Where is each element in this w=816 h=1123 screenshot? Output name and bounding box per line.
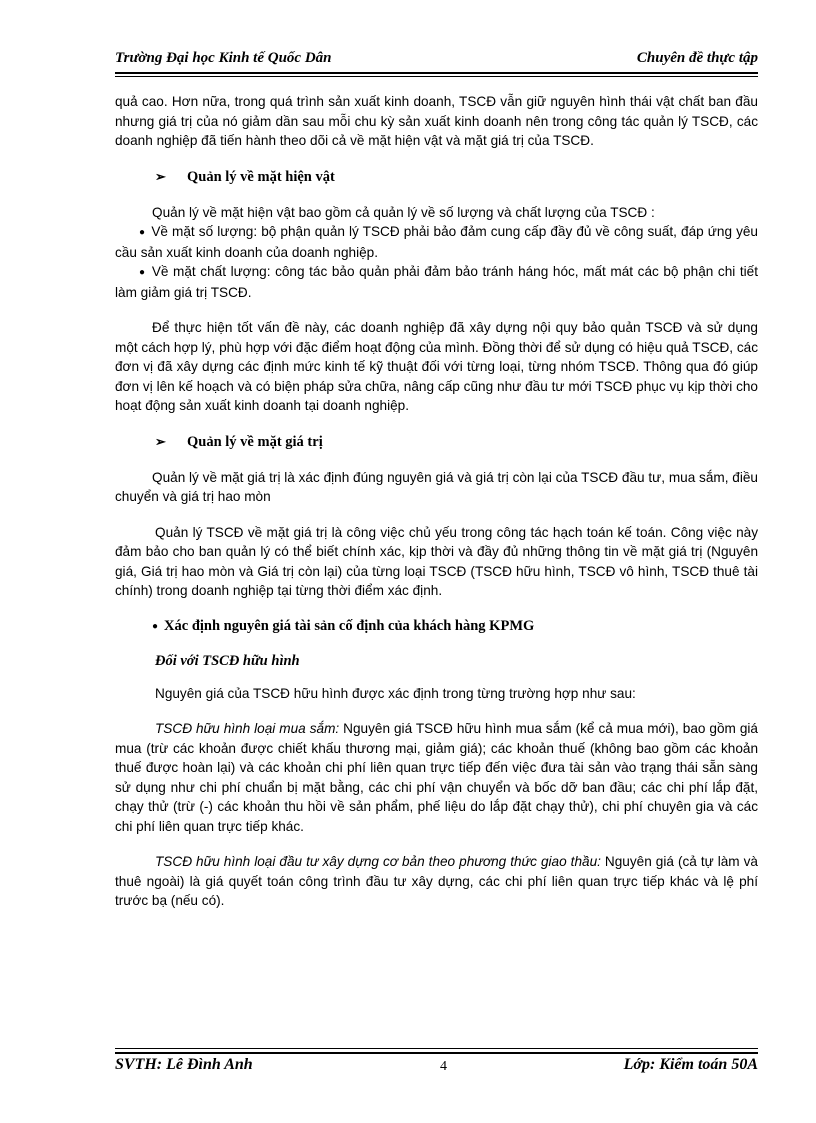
page-body (115, 92, 758, 911)
paragraph: Nguyên giá của TSCĐ hữu hình được xác định trong từng trường hợp như sau: (155, 685, 636, 701)
paragraph: quả cao. Hơn nữa, trong quá trình sản xuất kinh doanh, TSCĐ vẫn giữ nguyên hình thái vật chất ban đầu nhưng giá trị của nó giảm dần sau mỗi chu kỳ sản xuất kinh doanh nên trong công tác quản lý TSCĐ, các doanh nghiệp đã tiến hành theo dõi cả về mặt hiện vật và mặt giá trị của TSCĐ. (115, 94, 758, 148)
paragraph-lead: TSCĐ hữu hình loại mua sắm: (155, 721, 340, 736)
bullet-icon: ● (139, 267, 146, 278)
header-rule-thin (115, 76, 758, 77)
paragraph: Quản lý TSCĐ về mặt giá trị là công việc chủ yếu trong công tác hạch toán kế toán. Công việc này đảm bảo cho ban quản lý có thể biết chính xác, kịp thời và đầy đủ những thông tin về mặt giá trị (Nguyên giá, Giá trị hao mòn và Giá trị còn lại) của từng loại TSCĐ (TSCĐ hữu hình, TSCĐ vô hình, TSCĐ thuê tài chính) trong doanh nghiệp tại từng thời điểm xác định. (115, 524, 758, 598)
bullet-item: ● Về mặt số lượng: bộ phận quản lý TSCĐ phải bảo đảm cung cấp đầy đủ về công suất, đáp ứng yêu cầu sản xuất kinh doanh của doanh nghiệp. (115, 224, 758, 260)
section-heading: ➢ Quản lý về mặt giá trị (155, 433, 323, 450)
paragraph: TSCĐ hữu hình loại đầu tư xây dựng cơ bản theo phương thức giao thầu: Nguyên giá (cả tự làm và thuê ngoài) là giá quyết toán công trình đầu tư xây dựng, các chi phí liên quan trực tiếp khác và lệ phí trước bạ (nếu có). (115, 854, 758, 908)
bullet-item: ● Về mặt chất lượng: công tác bảo quản phải đảm bảo tránh háng hóc, mất mát các bộ phận chi tiết làm giảm giá trị TSCĐ. (115, 264, 758, 300)
subsection-heading: ● Xác định nguyên giá tài sản cố định của khách hàng KPMG (152, 617, 535, 634)
section-heading: ➢ Quản lý về mặt hiện vật (155, 168, 335, 185)
footer-rule-thick (115, 1052, 758, 1054)
header-rule-thick (115, 72, 758, 74)
paragraph: Để thực hiện tốt vấn đề này, các doanh nghiệp đã xây dựng nội quy bảo quản TSCĐ và sử dụng một cách hợp lý, phù hợp với đặc điểm hoạt động của mình. Đồng thời để sử dụng có hiệu quả TSCĐ, các đơn vị đã xây dựng các định mức kinh tế kỹ thuật đối với từng loại, từng nhóm TSCĐ. Thông qua đó giúp đơn vị lên kế hoạch và có biện pháp sửa chữa, nâng cấp cũng như đầu tư mới TSCĐ phục vụ kịp thời cho hoạt động sản xuất kinh doanh tại doanh nghiệp. (115, 320, 758, 413)
arrow-icon: ➢ (155, 168, 166, 184)
header-school: Trường Đại học Kinh tế Quốc Dân (115, 50, 332, 66)
bullet-icon: ● (152, 620, 159, 632)
paragraph: TSCĐ hữu hình loại mua sắm: Nguyên giá TSCĐ hữu hình mua sắm (kể cả mua mới), bao gồm giá mua (trừ các khoản được chiết khấu thương mại, giảm giá); các khoản thuế (không bao gồm các khoản thuế được hoàn lại) và các khoản chi phí liên quan trực tiếp đến việc đưa tài sản vào trạng thái sẵn sàng sử dụng như chi phí chuẩn bị mặt bằng, các chi phí vận chuyển và bốc dỡ ban đầu; các chi phí lắp đặt, chạy thử (trừ (-) các khoản thu hồi về sản phẩm, phế liệu do lắp đặt chạy thử), chi phí chuyên gia và các chi phí liên quan trực tiếp khác. (115, 721, 758, 834)
bullet-icon: ● (139, 227, 146, 238)
arrow-icon: ➢ (155, 433, 166, 449)
paragraph: Quản lý về mặt giá trị là xác định đúng nguyên giá và giá trị còn lại của TSCĐ đầu tư, mua sắm, điều chuyển và giá trị hao mòn (115, 469, 758, 504)
page-header (115, 50, 758, 70)
paragraph-lead: TSCĐ hữu hình loại đầu tư xây dựng cơ bản theo phương thức giao thầu: (155, 854, 601, 869)
page-footer (115, 1056, 758, 1078)
footer-student: SVTH: Lê Đình Anh (115, 1056, 253, 1073)
paragraph: Quản lý về mặt hiện vật bao gồm cả quản lý về số lượng và chất lượng của TSCĐ : (152, 204, 655, 220)
subsection-title: Đối với TSCĐ hữu hình (155, 653, 300, 669)
footer-rule-thin (115, 1048, 758, 1049)
header-title: Chuyên đề thực tập (636, 50, 758, 66)
page-number: 4 (440, 1059, 447, 1074)
footer-class: Lớp: Kiểm toán 50A (623, 1056, 758, 1073)
